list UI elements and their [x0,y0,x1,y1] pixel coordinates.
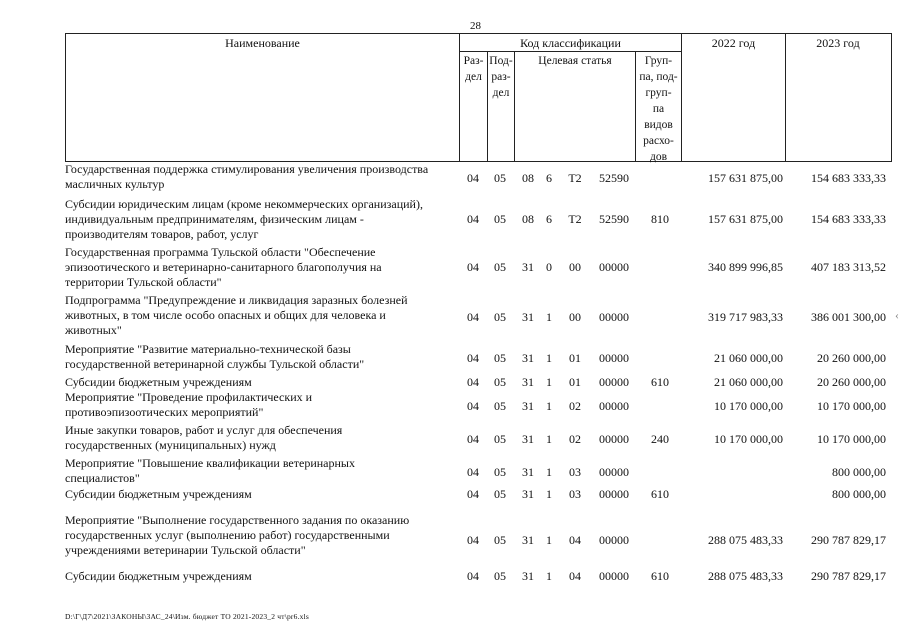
code-c4: 00000 [599,399,629,413]
amount-2022: 288 075 483,33 [708,569,783,583]
code-c2: 1 [546,375,552,389]
code-c1: 08 [522,212,534,226]
row-name: Мероприятие "Повышение квалификации ветеринарных специалистов" [65,456,355,485]
code-r: 04 [467,260,479,274]
code-pr: 05 [494,487,506,501]
row-name: Иные закупки товаров, работ и услуг для обеспечения государственных (муниципальных) нужд [65,423,343,452]
code-pr: 05 [494,310,506,324]
row-name: Субсидии бюджетным учреждениям [65,487,252,501]
code-pr: 05 [494,171,506,185]
code-c4: 00000 [599,351,629,365]
margin-mark: ‹ [895,308,899,322]
code-c4: 00000 [599,569,629,583]
code-c1: 31 [522,569,534,583]
amount-2023: 154 683 333,33 [811,212,886,226]
code-c1: 31 [522,465,534,479]
code-grp: 810 [651,212,669,226]
code-c1: 31 [522,399,534,413]
code-c3: 01 [569,375,581,389]
code-c4: 00000 [599,465,629,479]
code-c4: 00000 [599,432,629,446]
code-c1: 31 [522,260,534,274]
code-c4: 52590 [599,212,629,226]
code-c1: 31 [522,533,534,547]
code-grp: 610 [651,569,669,583]
code-c3: 04 [569,569,581,583]
amount-2023: 154 683 333,33 [811,171,886,185]
code-r: 04 [467,432,479,446]
amount-2023: 290 787 829,17 [811,569,886,583]
code-c2: 0 [546,260,552,274]
amount-2022: 157 631 875,00 [708,171,783,185]
code-c1: 31 [522,310,534,324]
code-c2: 1 [546,399,552,413]
code-c1: 08 [522,171,534,185]
code-pr: 05 [494,432,506,446]
code-c3: 03 [569,487,581,501]
code-c3: Т2 [568,171,582,185]
header-2023: 2023 год [816,36,860,50]
code-c4: 00000 [599,310,629,324]
code-c2: 1 [546,465,552,479]
header-expense-group: Груп- па, под- груп- па видов расхо- дов [639,55,678,163]
code-r: 04 [467,465,479,479]
amount-2023: 10 170 000,00 [817,432,886,446]
code-c3: Т2 [568,212,582,226]
amount-2022: 288 075 483,33 [708,533,783,547]
amount-2022: 10 170 000,00 [714,432,783,446]
code-pr: 05 [494,212,506,226]
code-c2: 1 [546,533,552,547]
row-name: Субсидии юридическим лицам (кроме некоммерческих организаций), индивидуальным предпринимателям, физическим лицам - производителям товаров, работ, услуг [65,197,423,241]
amount-2022: 319 717 983,33 [708,310,783,324]
code-grp: 610 [651,375,669,389]
code-c2: 1 [546,432,552,446]
code-r: 04 [467,399,479,413]
code-pr: 05 [494,569,506,583]
code-c4: 00000 [599,375,629,389]
code-pr: 05 [494,399,506,413]
row-name: Подпрограмма "Предупреждение и ликвидация заразных болезней животных, в том числе особо опасных и общих для человека и животных" [65,293,408,337]
row-name: Мероприятие "Проведение профилактических и противоэпизоотических мероприятий" [65,390,313,419]
code-c1: 31 [522,487,534,501]
header-target-article: Целевая статья [538,55,612,67]
amount-2022: 10 170 000,00 [714,399,783,413]
amount-2022: 21 060 000,00 [714,351,783,365]
row-name: Мероприятие "Развитие материально-технической базы государственной ветеринарной службы Тульской области" [65,342,365,371]
code-pr: 05 [494,465,506,479]
code-pr: 05 [494,533,506,547]
amount-2022: 157 631 875,00 [708,212,783,226]
code-c4: 00000 [599,487,629,501]
code-c2: 1 [546,487,552,501]
code-c2: 1 [546,310,552,324]
header-2022: 2022 год [711,36,756,50]
code-r: 04 [467,351,479,365]
code-grp: 240 [651,432,669,446]
file-path-footer: D:\Г\Д7\2021\ЗАКОНЫ\ЗАС_24\Изм. бюджет ТО 2021-2023_2 чт\pr6.xls [65,612,310,621]
amount-2023: 800 000,00 [832,487,886,501]
code-c3: 02 [569,399,581,413]
code-r: 04 [467,533,479,547]
code-pr: 05 [494,260,506,274]
amount-2023: 20 260 000,00 [817,375,886,389]
code-c4: 52590 [599,171,629,185]
code-grp: 610 [651,487,669,501]
code-pr: 05 [494,351,506,365]
code-c3: 03 [569,465,581,479]
amount-2023: 10 170 000,00 [817,399,886,413]
row-name: Мероприятие "Выполнение государственного задания по оказанию государственных услуг (выполнению работ) государственными учреждениями ветеринарии Тульской области" [65,513,410,557]
code-pr: 05 [494,375,506,389]
code-c2: 1 [546,569,552,583]
row-name: Субсидии бюджетным учреждениям [65,569,252,583]
code-r: 04 [467,212,479,226]
code-r: 04 [467,310,479,324]
code-c3: 04 [569,533,581,547]
code-c3: 00 [569,310,581,324]
amount-2023: 20 260 000,00 [817,351,886,365]
code-c4: 00000 [599,260,629,274]
amount-2023: 386 001 300,00 [811,310,886,324]
page-number: 28 [470,20,481,32]
amount-2022: 340 899 996,85 [708,260,783,274]
code-c2: 6 [546,212,552,226]
row-name: Государственная поддержка стимулирования увеличения производства масличных культур [65,162,429,191]
row-name: Субсидии бюджетным учреждениям [65,375,252,389]
code-c4: 00000 [599,533,629,547]
code-r: 04 [467,171,479,185]
row-name: Государственная программа Тульской области "Обеспечение эпизоотического и ветеринарно-санитарного благополучия на территории Тульской области" [65,245,382,289]
header-podrazdel: Под- раз- дел [489,55,513,99]
amount-2023: 290 787 829,17 [811,533,886,547]
code-c2: 6 [546,171,552,185]
code-c2: 1 [546,351,552,365]
code-c1: 31 [522,432,534,446]
code-r: 04 [467,569,479,583]
code-r: 04 [467,487,479,501]
header-razdel: Раз- дел [463,55,484,83]
code-r: 04 [467,375,479,389]
code-c3: 02 [569,432,581,446]
code-c1: 31 [522,375,534,389]
amount-2023: 407 183 313,52 [811,260,886,274]
amount-2023: 800 000,00 [832,465,886,479]
code-c3: 01 [569,351,581,365]
amount-2022: 21 060 000,00 [714,375,783,389]
code-c3: 00 [569,260,581,274]
header-classification: Код классификации [520,36,621,50]
header-name: Наименование [225,36,300,50]
code-c1: 31 [522,351,534,365]
